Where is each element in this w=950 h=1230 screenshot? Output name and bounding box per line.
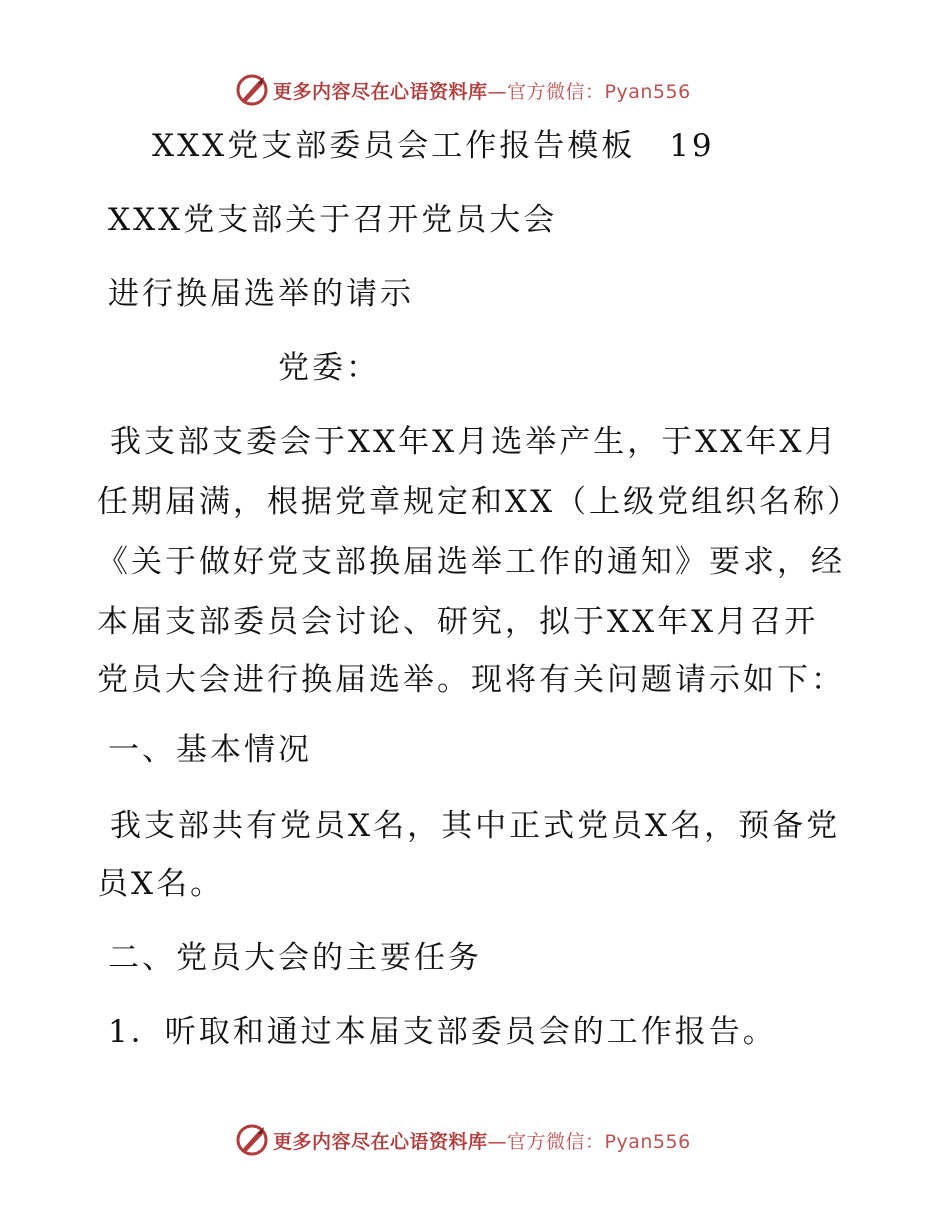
document-title: XXX党支部委员会工作报告模板 19 bbox=[152, 128, 715, 164]
banner-dash: — bbox=[487, 80, 508, 103]
banner-text bbox=[273, 77, 691, 104]
item-1: 1．听取和通过本届支部委员会的工作报告。 bbox=[108, 1014, 777, 1050]
banner-brand: 更多内容尽在心语资料库 bbox=[273, 1130, 488, 1153]
top-banner bbox=[235, 72, 691, 108]
banner-contact: 官方微信：Pyan556 bbox=[507, 1130, 691, 1153]
quill-pen-logo-icon bbox=[235, 1123, 269, 1157]
para1-line-4: 本届支部委员会讨论、研究，拟于XX年X月召开 bbox=[97, 604, 819, 640]
quill-pen-logo-icon bbox=[235, 73, 269, 107]
section1-line-1: 我支部共有党员X名，其中正式党员X名，预备党 bbox=[110, 808, 841, 844]
banner-brand: 更多内容尽在心语资料库 bbox=[273, 80, 488, 103]
heading-line-1: XXX党支部关于召开党员大会 bbox=[108, 202, 558, 238]
para1-line-5: 党员大会进行换届选举。现将有关问题请示如下： bbox=[97, 662, 845, 698]
heading-line-2: 进行换届选举的请示 bbox=[108, 276, 414, 312]
section1-line-2: 员X名。 bbox=[97, 866, 225, 902]
recipient: 党委： bbox=[278, 350, 380, 386]
banner-contact: 官方微信：Pyan556 bbox=[507, 80, 691, 103]
banner-text bbox=[273, 1127, 691, 1154]
bottom-banner bbox=[235, 1122, 691, 1158]
section2-heading: 二、党员大会的主要任务 bbox=[108, 940, 482, 976]
para1-line-1: 我支部支委会于XX年X月选举产生，于XX年X月 bbox=[110, 424, 839, 460]
para1-line-3: 《关于做好党支部换届选举工作的通知》要求，经 bbox=[97, 544, 845, 580]
banner-dash: — bbox=[487, 1130, 508, 1153]
para1-line-2: 任期届满，根据党章规定和XX（上级党组织名称） bbox=[97, 484, 862, 520]
section1-heading: 一、基本情况 bbox=[108, 732, 312, 768]
